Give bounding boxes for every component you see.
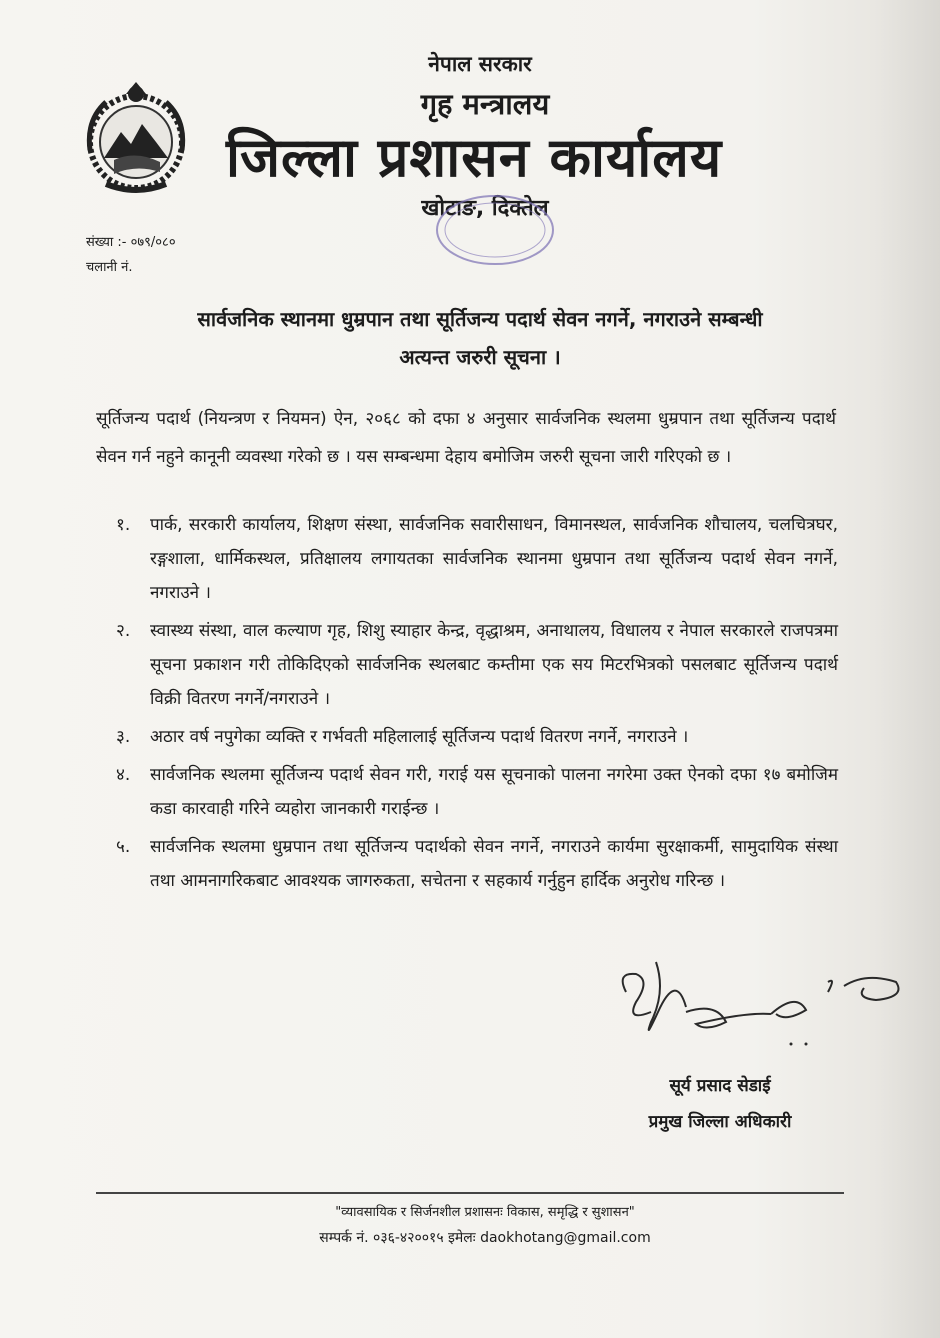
title-line-2: अत्यन्त जरुरी सूचना । xyxy=(399,345,561,369)
list-item xyxy=(116,508,838,610)
reference-number: संख्या :- ०७९/०८० xyxy=(86,235,176,250)
list-item xyxy=(116,830,838,898)
reference-block xyxy=(86,230,176,280)
list-item xyxy=(116,720,838,754)
item-number: ४. xyxy=(116,765,131,785)
footer-contact: सम्पर्क नं. ०३६-४२००१५ इमेलः daokhotang@gmail.com xyxy=(319,1230,651,1246)
item-number: ३. xyxy=(116,727,131,747)
intro-paragraph: सूर्तिजन्य पदार्थ (नियन्त्रण र नियमन) ऐन, २०६८ को दफा ४ अनुसार सार्वजनिक स्थलमा धुम्रपान तथा सूर्तिजन्य पदार्थ सेवन गर्न नहुने कानूनी व्यवस्था गरेको छ । यस सम्बन्धमा देहाय बमोजिम जरुरी सूचना जारी गरिएको छ । xyxy=(96,409,836,467)
item-text: सार्वजनिक स्थलमा धुम्रपान तथा सूर्तिजन्य पदार्थको सेवन नगर्ने, नगराउने कार्यमा सुरक्षाकर्मी, सामुदायिक संस्था तथा आमनागरिकबाट आवश्यक जागरुकता, सचेतना र सहकार्य गर्नुहुन हार्दिक अनुरोध गरिन्छ । xyxy=(150,837,838,891)
item-text: अठार वर्ष नपुगेका व्यक्ति र गर्भवती महिलालाई सूर्तिजन्य पदार्थ वितरण नगर्ने, नगराउने । xyxy=(150,727,689,747)
item-text: सार्वजनिक स्थलमा सूर्तिजन्य पदार्थ सेवन गरी, गराई यस सूचनाको पालना नगरेमा उक्त ऐनको दफा १७ बमोजिम कडा कारवाही गरिने व्यहोरा जानकारी गराईन्छ । xyxy=(150,765,838,819)
header-government: नेपाल सरकार xyxy=(428,52,532,76)
signature xyxy=(596,952,926,1062)
item-number: ५. xyxy=(116,837,131,857)
signer-block xyxy=(620,1068,820,1140)
footer-divider xyxy=(96,1192,844,1194)
notice-title xyxy=(80,300,880,376)
signer-designation: प्रमुख जिल्ला अधिकारी xyxy=(648,1112,792,1132)
signer-name: सूर्य प्रसाद सेडाई xyxy=(669,1076,771,1096)
dispatch-number: चलानी नं. xyxy=(86,260,133,275)
header-location: खोटाङ, दिक्तेल xyxy=(421,196,549,221)
item-number: २. xyxy=(116,621,131,641)
item-text: पार्क, सरकारी कार्यालय, शिक्षण संस्था, सार्वजनिक सवारीसाधन, विमानस्थल, सार्वजनिक शौचालय, चलचित्रघर, रङ्गशाला, धार्मिकस्थल, प्रतिक्षालय लगायतका सार्वजनिक स्थानमा धुम्रपान तथा सूर्तिजन्य पदार्थ सेवन नगर्ने, नगराउने । xyxy=(150,515,838,603)
title-line-1: सार्वजनिक स्थानमा धुम्रपान तथा सूर्तिजन्य पदार्थ सेवन नगर्ने, नगराउने सम्बन्धी xyxy=(197,307,763,331)
item-number: १. xyxy=(116,515,131,535)
notice-items xyxy=(116,508,838,902)
header-office: जिल्ला प्रशासन कार्यालय xyxy=(226,126,723,189)
office-stamp xyxy=(425,186,565,268)
header-ministry: गृह मन्त्रालय xyxy=(420,87,550,121)
footer-motto: "व्यावसायिक र सिर्जनशील प्रशासनः विकास, समृद्धि र सुशासन" xyxy=(335,1205,635,1220)
item-text: स्वास्थ्य संस्था, वाल कल्याण गृह, शिशु स्याहार केन्द्र, वृद्धाश्रम, अनाथालय, विधालय र नेपाल सरकारले राजपत्रमा सूचना प्रकाशन गरी तोकिदिएको सार्वजनिक स्थलबाट कम्तीमा एक सय मिटरभित्रको पसलबाट सूर्तिजन्य पदार्थ विक्री वितरण नगर्ने/नगराउने । xyxy=(150,621,838,709)
list-item xyxy=(116,614,838,716)
list-item xyxy=(116,758,838,826)
